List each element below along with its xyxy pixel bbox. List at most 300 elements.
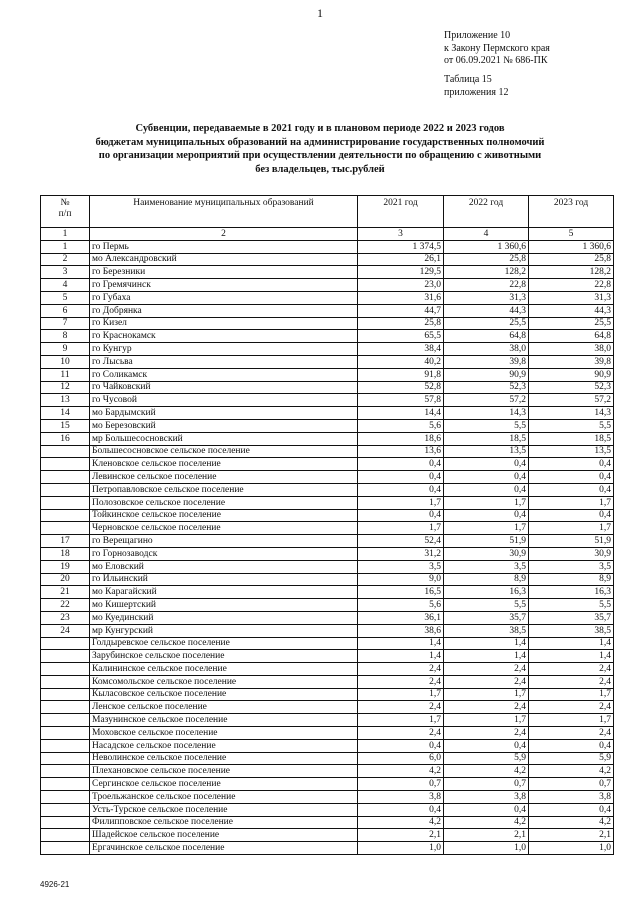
row-name: Шадейское сельское поселение — [90, 829, 358, 842]
row-name: Комсомольское сельское поселение — [90, 675, 358, 688]
row-value-2023: 5,5 — [529, 599, 614, 612]
row-value-2021: 5,6 — [358, 599, 444, 612]
row-value-2022: 38,5 — [444, 624, 529, 637]
row-value-2023: 44,3 — [529, 304, 614, 317]
table-row — [41, 650, 614, 663]
row-value-2022: 1,7 — [444, 496, 529, 509]
table-row — [41, 663, 614, 676]
row-value-2021: 4,2 — [358, 816, 444, 829]
table-row — [41, 688, 614, 701]
row-name: го Добрянка — [90, 304, 358, 317]
subventions-table — [40, 195, 614, 855]
row-value-2023: 1,4 — [529, 637, 614, 650]
title-line-4: без владельцев, тыс.рублей — [255, 163, 385, 175]
row-value-2021: 1,7 — [358, 496, 444, 509]
table-row — [41, 330, 614, 343]
row-number: 3 — [41, 266, 90, 279]
row-value-2021: 13,6 — [358, 445, 444, 458]
row-number: 7 — [41, 317, 90, 330]
row-value-2021: 31,6 — [358, 291, 444, 304]
row-value-2022: 1,7 — [444, 714, 529, 727]
row-number: 10 — [41, 355, 90, 368]
row-value-2023: 1 360,6 — [529, 240, 614, 253]
row-number — [41, 842, 90, 855]
row-name: Насадское сельское поселение — [90, 739, 358, 752]
row-value-2023: 2,4 — [529, 675, 614, 688]
table-row — [41, 509, 614, 522]
header-2023: 2023 год — [529, 196, 614, 228]
row-value-2022: 1,4 — [444, 637, 529, 650]
row-number — [41, 714, 90, 727]
table-row — [41, 522, 614, 535]
row-number: 11 — [41, 368, 90, 381]
row-number: 13 — [41, 394, 90, 407]
footer-code: 4926-21 — [40, 880, 70, 889]
row-number: 24 — [41, 624, 90, 637]
row-number: 17 — [41, 535, 90, 548]
row-value-2021: 0,4 — [358, 483, 444, 496]
row-value-2023: 0,4 — [529, 458, 614, 471]
column-index-4: 4 — [444, 228, 529, 241]
row-value-2022: 57,2 — [444, 394, 529, 407]
row-value-2023: 5,9 — [529, 752, 614, 765]
row-number — [41, 445, 90, 458]
row-value-2022: 2,4 — [444, 701, 529, 714]
row-name: Полозовское сельское поселение — [90, 496, 358, 509]
row-value-2021: 2,4 — [358, 663, 444, 676]
row-value-2022: 0,4 — [444, 471, 529, 484]
row-value-2023: 0,7 — [529, 778, 614, 791]
row-number: 12 — [41, 381, 90, 394]
row-name: Филипповское сельское поселение — [90, 816, 358, 829]
row-name: го Березники — [90, 266, 358, 279]
row-name: мр Кунгурский — [90, 624, 358, 637]
row-value-2021: 44,7 — [358, 304, 444, 317]
row-number — [41, 509, 90, 522]
row-name: Черновское сельское поселение — [90, 522, 358, 535]
row-value-2023: 0,4 — [529, 509, 614, 522]
row-name: го Краснокамск — [90, 330, 358, 343]
row-name: го Лысьва — [90, 355, 358, 368]
table-row — [41, 573, 614, 586]
row-value-2022: 1,7 — [444, 522, 529, 535]
header-num — [41, 196, 90, 228]
row-value-2022: 128,2 — [444, 266, 529, 279]
row-number — [41, 803, 90, 816]
row-value-2021: 2,4 — [358, 701, 444, 714]
row-value-2023: 16,3 — [529, 586, 614, 599]
column-index-row — [41, 228, 614, 241]
row-value-2023: 4,2 — [529, 816, 614, 829]
table-row — [41, 547, 614, 560]
row-value-2021: 3,5 — [358, 560, 444, 573]
row-name: мо Бардымский — [90, 407, 358, 420]
row-value-2021: 1,7 — [358, 522, 444, 535]
row-number — [41, 791, 90, 804]
row-value-2021: 38,6 — [358, 624, 444, 637]
table-row — [41, 752, 614, 765]
table-row — [41, 394, 614, 407]
row-value-2022: 0,4 — [444, 509, 529, 522]
row-value-2021: 2,4 — [358, 727, 444, 740]
row-value-2022: 2,4 — [444, 675, 529, 688]
row-value-2023: 2,4 — [529, 663, 614, 676]
row-number — [41, 778, 90, 791]
row-value-2021: 0,4 — [358, 471, 444, 484]
row-name: Плехановское сельское поселение — [90, 765, 358, 778]
row-name: Левинское сельское поселение — [90, 471, 358, 484]
row-number: 4 — [41, 279, 90, 292]
row-value-2021: 31,2 — [358, 547, 444, 560]
table-row — [41, 253, 614, 266]
row-name: го Кунгур — [90, 343, 358, 356]
row-value-2023: 38,5 — [529, 624, 614, 637]
row-value-2023: 25,5 — [529, 317, 614, 330]
row-value-2021: 0,7 — [358, 778, 444, 791]
row-number: 2 — [41, 253, 90, 266]
row-name: го Гремячинск — [90, 279, 358, 292]
table-row — [41, 701, 614, 714]
row-name: мо Александровский — [90, 253, 358, 266]
table-row — [41, 624, 614, 637]
row-value-2021: 23,0 — [358, 279, 444, 292]
table-row — [41, 419, 614, 432]
row-value-2022: 1 360,6 — [444, 240, 529, 253]
table-row — [41, 368, 614, 381]
table-row — [41, 586, 614, 599]
appendix-block — [444, 30, 550, 68]
row-number: 21 — [41, 586, 90, 599]
row-name: го Соликамск — [90, 368, 358, 381]
row-name: го Чайковский — [90, 381, 358, 394]
row-value-2023: 0,4 — [529, 803, 614, 816]
row-value-2023: 13,5 — [529, 445, 614, 458]
row-number — [41, 765, 90, 778]
row-value-2023: 38,0 — [529, 343, 614, 356]
row-value-2022: 5,5 — [444, 599, 529, 612]
row-number — [41, 650, 90, 663]
row-value-2022: 5,9 — [444, 752, 529, 765]
table-row — [41, 432, 614, 445]
row-name: Сергинское сельское поселение — [90, 778, 358, 791]
row-name: Ергачинское сельское поселение — [90, 842, 358, 855]
row-value-2023: 3,8 — [529, 791, 614, 804]
row-value-2021: 1,7 — [358, 714, 444, 727]
row-value-2021: 16,5 — [358, 586, 444, 599]
row-name: мо Кишертский — [90, 599, 358, 612]
table-row — [41, 317, 614, 330]
table-row — [41, 471, 614, 484]
table-row — [41, 240, 614, 253]
row-value-2021: 0,4 — [358, 509, 444, 522]
header-num-line-1: № — [60, 198, 70, 208]
row-value-2022: 52,3 — [444, 381, 529, 394]
column-index-5: 5 — [529, 228, 614, 241]
table-row — [41, 407, 614, 420]
row-value-2023: 90,9 — [529, 368, 614, 381]
title-line-2: бюджетам муниципальных образований на администрирование государственных полномочий — [95, 136, 545, 148]
row-value-2021: 4,2 — [358, 765, 444, 778]
row-value-2021: 3,8 — [358, 791, 444, 804]
row-value-2022: 3,5 — [444, 560, 529, 573]
row-name: Ленское сельское поселение — [90, 701, 358, 714]
row-value-2022: 44,3 — [444, 304, 529, 317]
row-number — [41, 675, 90, 688]
row-value-2023: 0,4 — [529, 739, 614, 752]
row-value-2021: 38,4 — [358, 343, 444, 356]
row-value-2023: 2,1 — [529, 829, 614, 842]
row-value-2022: 22,8 — [444, 279, 529, 292]
row-value-2022: 2,4 — [444, 727, 529, 740]
row-value-2021: 57,8 — [358, 394, 444, 407]
row-name: го Кизел — [90, 317, 358, 330]
row-name: Большесосновское сельское поселение — [90, 445, 358, 458]
row-value-2022: 4,2 — [444, 816, 529, 829]
row-name: Мазунинское сельское поселение — [90, 714, 358, 727]
row-value-2023: 39,8 — [529, 355, 614, 368]
row-value-2022: 25,8 — [444, 253, 529, 266]
row-value-2023: 1,4 — [529, 650, 614, 663]
row-value-2023: 30,9 — [529, 547, 614, 560]
table-row — [41, 842, 614, 855]
title-line-3: по организации мероприятий при осуществлении деятельности по обращению с животными — [98, 150, 542, 161]
row-value-2021: 6,0 — [358, 752, 444, 765]
table-row — [41, 343, 614, 356]
table-row — [41, 791, 614, 804]
table-row — [41, 675, 614, 688]
row-value-2021: 1,7 — [358, 688, 444, 701]
row-number — [41, 496, 90, 509]
row-value-2021: 0,4 — [358, 739, 444, 752]
row-name: мо Карагайский — [90, 586, 358, 599]
row-value-2022: 8,9 — [444, 573, 529, 586]
row-number: 19 — [41, 560, 90, 573]
table-row — [41, 816, 614, 829]
row-value-2023: 0,4 — [529, 483, 614, 496]
row-value-2023: 1,7 — [529, 496, 614, 509]
table-row — [41, 599, 614, 612]
row-value-2023: 1,0 — [529, 842, 614, 855]
row-value-2023: 8,9 — [529, 573, 614, 586]
row-value-2021: 18,6 — [358, 432, 444, 445]
row-name: Кыласовское сельское поселение — [90, 688, 358, 701]
table-row — [41, 496, 614, 509]
table-row — [41, 560, 614, 573]
row-value-2022: 30,9 — [444, 547, 529, 560]
row-value-2021: 26,1 — [358, 253, 444, 266]
row-value-2021: 5,6 — [358, 419, 444, 432]
table-reference — [444, 74, 508, 99]
row-value-2022: 38,0 — [444, 343, 529, 356]
row-value-2022: 18,5 — [444, 432, 529, 445]
row-name: го Ильинский — [90, 573, 358, 586]
row-value-2022: 16,3 — [444, 586, 529, 599]
row-value-2022: 64,8 — [444, 330, 529, 343]
row-number — [41, 483, 90, 496]
row-value-2021: 2,4 — [358, 675, 444, 688]
row-value-2022: 4,2 — [444, 765, 529, 778]
row-name: Моховское сельское поселение — [90, 727, 358, 740]
row-value-2023: 0,4 — [529, 471, 614, 484]
row-number: 1 — [41, 240, 90, 253]
row-value-2021: 14,4 — [358, 407, 444, 420]
row-value-2022: 14,3 — [444, 407, 529, 420]
row-value-2021: 40,2 — [358, 355, 444, 368]
table-row — [41, 381, 614, 394]
row-number: 8 — [41, 330, 90, 343]
row-name: Кленовское сельское поселение — [90, 458, 358, 471]
table-row — [41, 355, 614, 368]
row-value-2022: 0,4 — [444, 803, 529, 816]
row-value-2023: 52,3 — [529, 381, 614, 394]
row-value-2022: 90,9 — [444, 368, 529, 381]
row-number: 20 — [41, 573, 90, 586]
row-value-2022: 2,4 — [444, 663, 529, 676]
row-value-2023: 2,4 — [529, 727, 614, 740]
row-number — [41, 727, 90, 740]
row-number — [41, 688, 90, 701]
row-name: Калининское сельское поселение — [90, 663, 358, 676]
row-value-2022: 1,0 — [444, 842, 529, 855]
title-line-1: Субвенции, передаваемые в 2021 году и в плановом периоде 2022 и 2023 годов — [135, 123, 505, 134]
table-ref-line-2: приложения 12 — [444, 86, 509, 98]
row-name: Тойкинское сельское поселение — [90, 509, 358, 522]
row-name: мо Березовский — [90, 419, 358, 432]
table-row — [41, 727, 614, 740]
table-row — [41, 829, 614, 842]
row-value-2022: 0,4 — [444, 458, 529, 471]
row-number: 18 — [41, 547, 90, 560]
row-value-2023: 18,5 — [529, 432, 614, 445]
row-value-2021: 129,5 — [358, 266, 444, 279]
row-value-2021: 65,5 — [358, 330, 444, 343]
row-value-2021: 1 374,5 — [358, 240, 444, 253]
row-value-2023: 2,4 — [529, 701, 614, 714]
row-name: мр Большесосновский — [90, 432, 358, 445]
row-value-2023: 14,3 — [529, 407, 614, 420]
row-value-2021: 0,4 — [358, 458, 444, 471]
table-row — [41, 637, 614, 650]
row-value-2023: 4,2 — [529, 765, 614, 778]
row-number — [41, 829, 90, 842]
row-number: 9 — [41, 343, 90, 356]
row-value-2022: 1,4 — [444, 650, 529, 663]
document-title — [60, 122, 580, 176]
row-value-2022: 35,7 — [444, 611, 529, 624]
table-row — [41, 611, 614, 624]
row-name: го Чусовой — [90, 394, 358, 407]
row-number: 5 — [41, 291, 90, 304]
table-row — [41, 483, 614, 496]
row-value-2021: 1,4 — [358, 650, 444, 663]
row-value-2022: 1,7 — [444, 688, 529, 701]
row-value-2023: 5,5 — [529, 419, 614, 432]
row-value-2021: 52,4 — [358, 535, 444, 548]
row-value-2022: 31,3 — [444, 291, 529, 304]
row-number — [41, 701, 90, 714]
row-value-2023: 1,7 — [529, 522, 614, 535]
header-name: Наименование муниципальных образований — [90, 196, 358, 228]
row-value-2022: 2,1 — [444, 829, 529, 842]
row-value-2021: 9,0 — [358, 573, 444, 586]
row-number: 6 — [41, 304, 90, 317]
row-name: го Верещагино — [90, 535, 358, 548]
row-name: мо Еловский — [90, 560, 358, 573]
table-row — [41, 535, 614, 548]
appendix-line-1: Приложение 10 — [444, 30, 511, 41]
row-name: Неволинское сельское поселение — [90, 752, 358, 765]
row-value-2021: 52,8 — [358, 381, 444, 394]
row-number: 16 — [41, 432, 90, 445]
row-value-2022: 5,5 — [444, 419, 529, 432]
row-value-2021: 0,4 — [358, 803, 444, 816]
row-value-2023: 57,2 — [529, 394, 614, 407]
row-name: го Горнозаводск — [90, 547, 358, 560]
row-name: Голдыревское сельское поселение — [90, 637, 358, 650]
table-row — [41, 304, 614, 317]
table-row — [41, 279, 614, 292]
row-value-2023: 35,7 — [529, 611, 614, 624]
column-index-3: 3 — [358, 228, 444, 241]
column-index-1: 1 — [41, 228, 90, 241]
row-value-2022: 51,9 — [444, 535, 529, 548]
table-row — [41, 803, 614, 816]
row-number — [41, 458, 90, 471]
row-value-2021: 25,8 — [358, 317, 444, 330]
row-value-2022: 3,8 — [444, 791, 529, 804]
row-number — [41, 471, 90, 484]
row-value-2023: 3,5 — [529, 560, 614, 573]
row-number: 14 — [41, 407, 90, 420]
row-name: Усть-Турское сельское поселение — [90, 803, 358, 816]
row-name: го Пермь — [90, 240, 358, 253]
row-value-2021: 2,1 — [358, 829, 444, 842]
row-value-2021: 91,8 — [358, 368, 444, 381]
row-value-2022: 39,8 — [444, 355, 529, 368]
row-value-2023: 51,9 — [529, 535, 614, 548]
row-number — [41, 663, 90, 676]
row-value-2023: 25,8 — [529, 253, 614, 266]
row-value-2021: 36,1 — [358, 611, 444, 624]
appendix-line-2: к Закону Пермского края — [444, 42, 550, 54]
row-value-2023: 1,7 — [529, 688, 614, 701]
page-number: 1 — [317, 6, 323, 20]
row-value-2022: 0,4 — [444, 739, 529, 752]
row-number — [41, 752, 90, 765]
table-row — [41, 266, 614, 279]
row-value-2021: 1,0 — [358, 842, 444, 855]
header-2022: 2022 год — [444, 196, 529, 228]
row-value-2023: 1,7 — [529, 714, 614, 727]
row-number: 22 — [41, 599, 90, 612]
row-value-2023: 31,3 — [529, 291, 614, 304]
row-name: го Губаха — [90, 291, 358, 304]
column-index-2: 2 — [90, 228, 358, 241]
table-row — [41, 765, 614, 778]
row-name: Петропавловское сельское поселение — [90, 483, 358, 496]
row-number — [41, 522, 90, 535]
row-name: мо Куединский — [90, 611, 358, 624]
header-num-line-2: п/п — [58, 209, 72, 219]
row-value-2023: 22,8 — [529, 279, 614, 292]
row-name: Зарубинское сельское поселение — [90, 650, 358, 663]
row-value-2022: 0,4 — [444, 483, 529, 496]
row-value-2023: 128,2 — [529, 266, 614, 279]
row-name: Троельжанское сельское поселение — [90, 791, 358, 804]
row-value-2023: 64,8 — [529, 330, 614, 343]
row-value-2022: 13,5 — [444, 445, 529, 458]
table-row — [41, 778, 614, 791]
